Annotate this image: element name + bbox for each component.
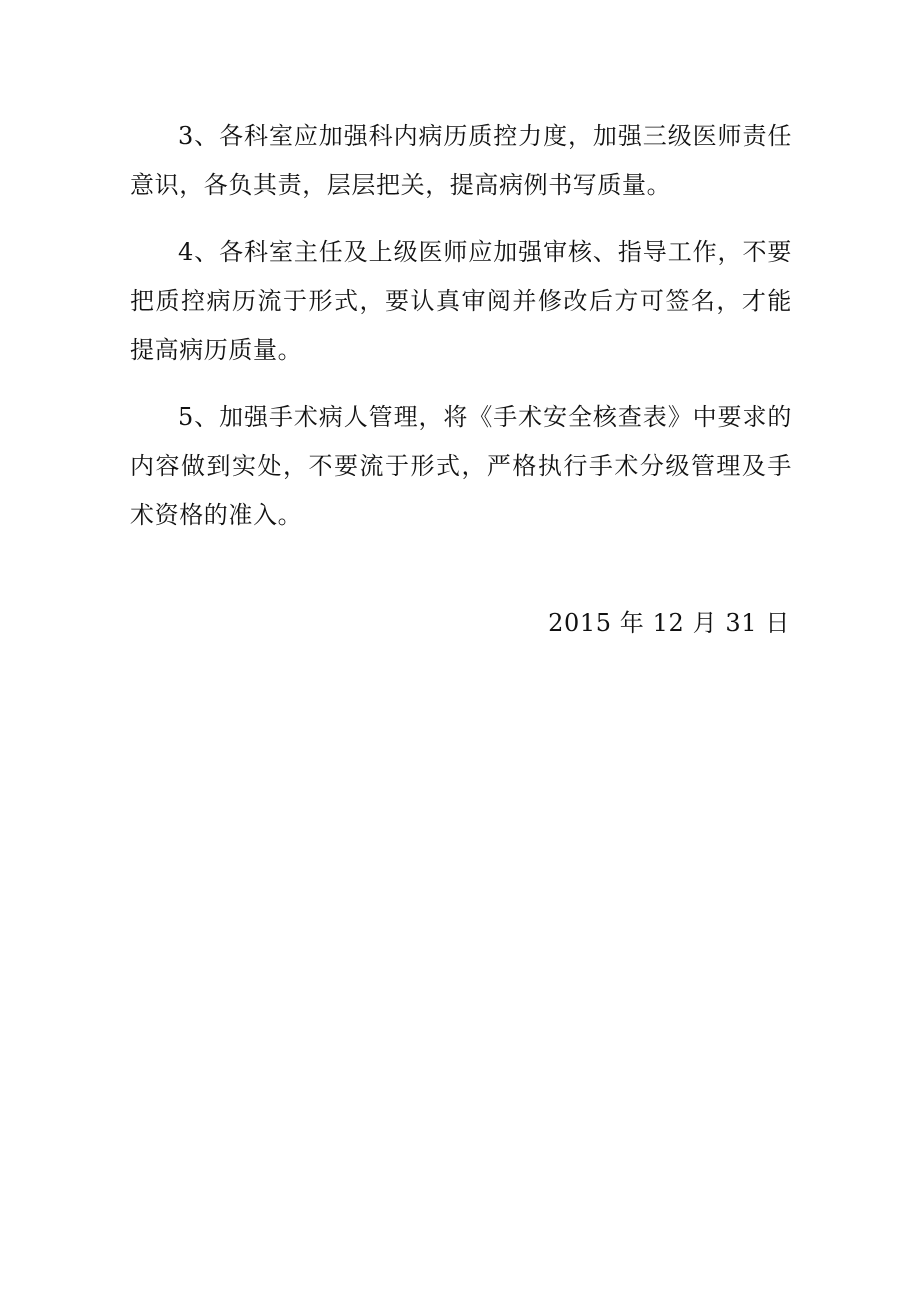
document-body (130, 112, 792, 558)
paragraph-item-5: 5、加强手术病人管理，将《手术安全核查表》中要求的内容做到实处，不要流于形式，严格执行手术分级管理及手术资格的准入。 (130, 403, 792, 529)
document-date: 2015 年 12 月 31 日 (548, 609, 790, 637)
paragraph-item-3: 3、各科室应加强科内病历质控力度，加强三级医师责任意识，各负其责，层层把关，提高病例书写质量。 (130, 122, 792, 199)
paragraph-item-4: 4、各科室主任及上级医师应加强审核、指导工作，不要把质控病历流于形式，要认真审阅并修改后方可签名，才能提高病历质量。 (130, 238, 792, 364)
